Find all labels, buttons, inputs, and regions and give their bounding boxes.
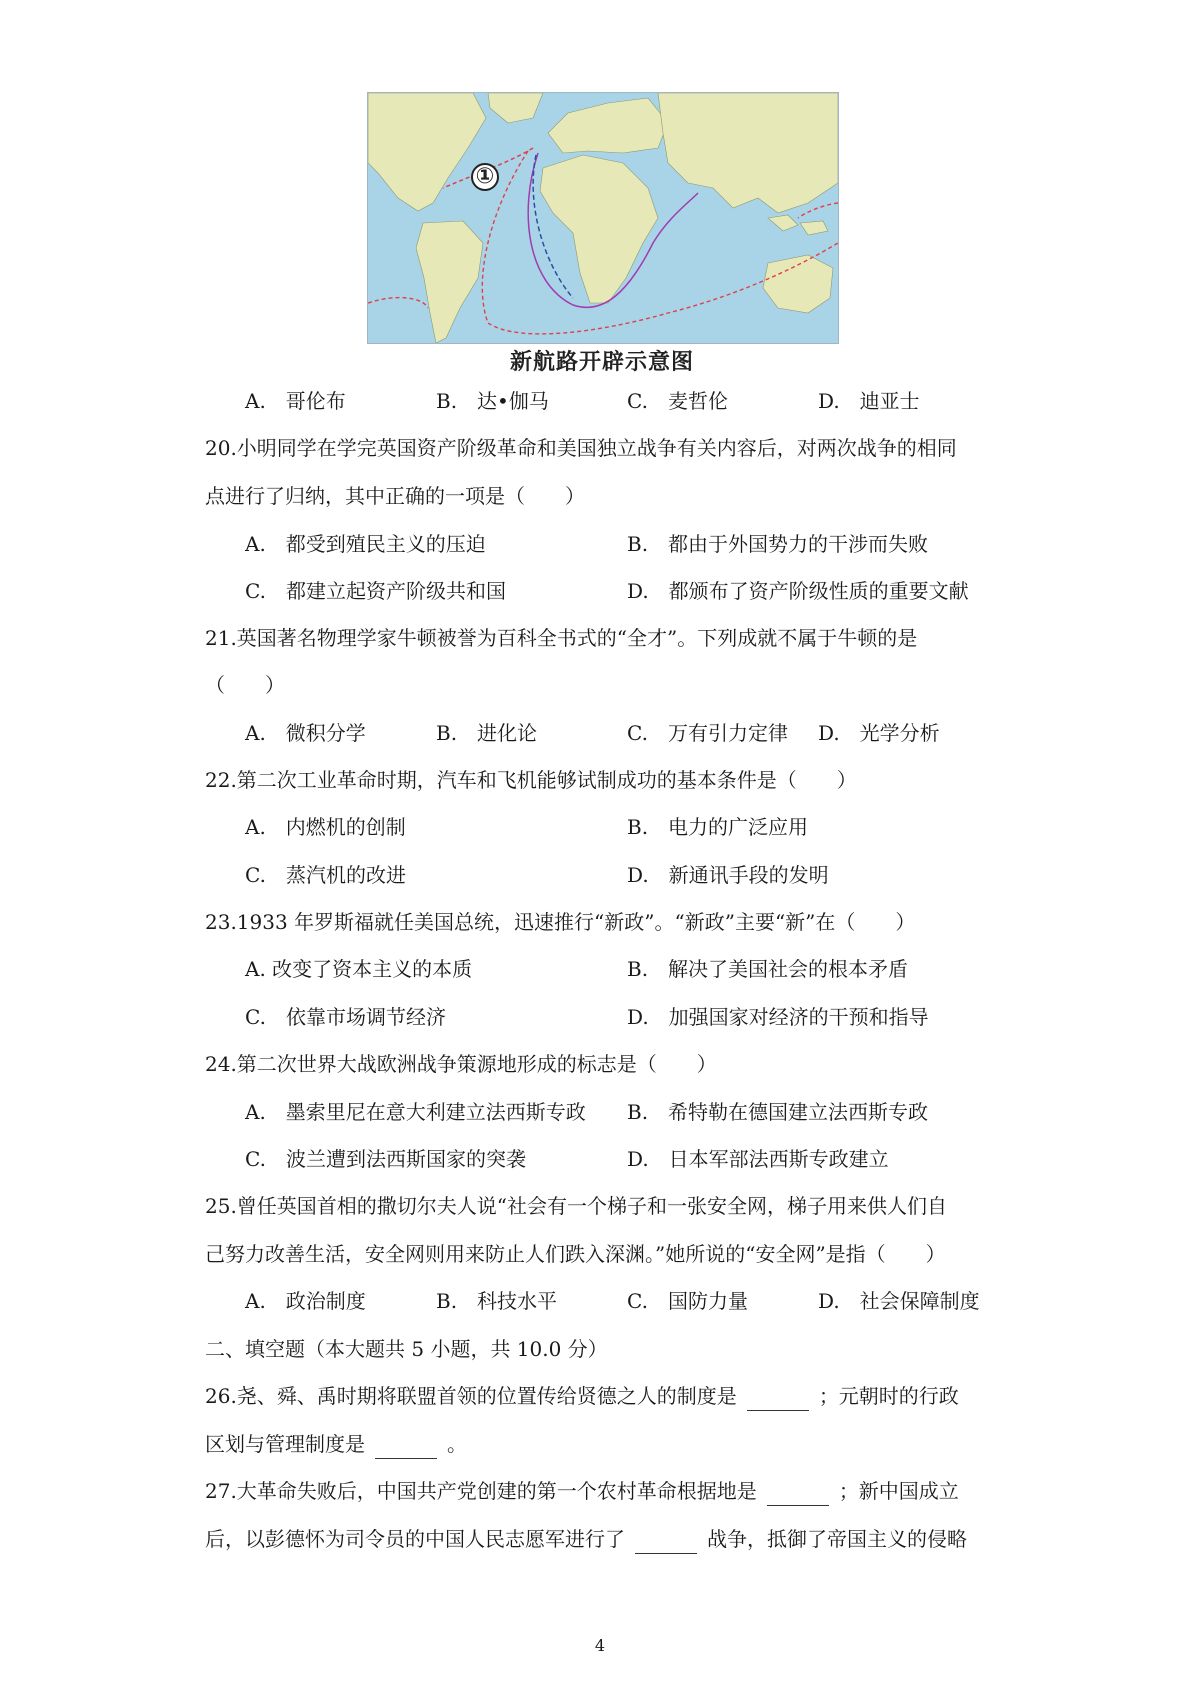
q20-option-b: B. 都由于外国势力的干涉而失败	[627, 532, 929, 556]
q22-option-a: A. 内燃机的创制	[245, 815, 406, 839]
q26-text-1: 26.尧、舜、禹时期将联盟首领的位置传给贤德之人的制度是	[205, 1384, 737, 1408]
q25-option-b: B. 科技水平	[436, 1289, 558, 1313]
q26-blank-2[interactable]	[375, 1430, 437, 1459]
q26-text-2: ；元朝时的行政	[818, 1384, 959, 1408]
q27-blank-2[interactable]	[635, 1525, 697, 1554]
section-heading-fill-in: 二、填空题（本大题共 5 小题，共 10.0 分）	[205, 1337, 608, 1361]
page-number: 4	[594, 1636, 606, 1655]
q27-text-2: ；新中国成立	[838, 1479, 959, 1503]
q20-stem-line2: 点进行了归纳，其中正确的一项是（ ）	[205, 484, 585, 508]
q20-option-a: A. 都受到殖民主义的压迫	[245, 532, 486, 556]
q26-text-3: 区划与管理制度是	[205, 1432, 365, 1456]
q25-option-d: D. 社会保障制度	[818, 1289, 980, 1313]
q23-option-c: C. 依靠市场调节经济	[245, 1005, 446, 1029]
q19-option-a: A. 哥伦布	[245, 389, 346, 413]
q21-option-d: D. 光学分析	[818, 721, 940, 745]
q19-option-c: C. 麦哲伦	[627, 389, 728, 413]
q24-option-d: D. 日本军部法西斯专政建立	[627, 1147, 889, 1171]
q24-option-a: A. 墨索里尼在意大利建立法西斯专政	[245, 1100, 586, 1124]
q20-option-d: D. 都颁布了资产阶级性质的重要文献	[627, 579, 969, 603]
q19-option-d: D. 迪亚士	[818, 389, 920, 413]
q27-text-4: 战争，抵御了帝国主义的侵略	[707, 1527, 967, 1551]
q23-stem: 23.1933 年罗斯福就任美国总统，迅速推行“新政”。“新政”主要“新”在（ ）	[205, 910, 916, 934]
q26-line1	[205, 1382, 959, 1411]
q25-option-c: C. 国防力量	[627, 1289, 748, 1313]
q26-blank-1[interactable]	[747, 1382, 809, 1411]
q26-text-4: 。	[447, 1432, 467, 1456]
q22-option-c: C. 蒸汽机的改进	[245, 863, 406, 887]
q24-stem: 24.第二次世界大战欧洲战争策源地形成的标志是（ ）	[205, 1052, 717, 1076]
q24-option-c: C. 波兰遭到法西斯国家的突袭	[245, 1147, 526, 1171]
map-marker-label: ①	[475, 164, 495, 189]
q24-option-b: B. 希特勒在德国建立法西斯专政	[627, 1100, 929, 1124]
map-caption: 新航路开辟示意图	[509, 350, 694, 375]
q26-line2	[205, 1430, 467, 1459]
q27-text-1: 27.大革命失败后，中国共产党创建的第一个农村革命根据地是	[205, 1479, 757, 1503]
q21-stem-line2: （ ）	[205, 673, 285, 697]
q25-stem-line1: 25.曾任英国首相的撒切尔夫人说“社会有一个梯子和一张安全网，梯子用来供人们自	[205, 1194, 948, 1218]
map-illustration	[368, 93, 838, 343]
q19-option-b: B. 达•伽马	[436, 389, 549, 413]
q25-option-a: A. 政治制度	[245, 1289, 366, 1313]
new-sea-routes-map	[367, 92, 839, 344]
q22-option-d: D. 新通讯手段的发明	[627, 863, 829, 887]
q27-blank-1[interactable]	[767, 1477, 829, 1506]
q22-option-b: B. 电力的广泛应用	[627, 815, 809, 839]
q25-stem-line2: 己努力改善生活，安全网则用来防止人们跌入深渊。”她所说的“安全网”是指（ ）	[205, 1242, 946, 1266]
q21-option-c: C. 万有引力定律	[627, 721, 788, 745]
q20-stem-line1: 20.小明同学在学完英国资产阶级革命和美国独立战争有关内容后，对两次战争的相同	[205, 436, 957, 460]
q23-option-b: B. 解决了美国社会的根本矛盾	[627, 957, 909, 981]
q27-text-3: 后，以彭德怀为司令员的中国人民志愿军进行了	[205, 1527, 625, 1551]
q23-option-d: D. 加强国家对经济的干预和指导	[627, 1005, 929, 1029]
q21-stem-line1: 21.英国著名物理学家牛顿被誉为百科全书式的“全才”。下列成就不属于牛顿的是	[205, 626, 918, 650]
q20-option-c: C. 都建立起资产阶级共和国	[245, 579, 506, 603]
q23-option-a: A. 改变了资本主义的本质	[245, 957, 473, 981]
q27-line2	[205, 1525, 967, 1554]
q27-line1	[205, 1477, 959, 1506]
q22-stem: 22.第二次工业革命时期，汽车和飞机能够试制成功的基本条件是（ ）	[205, 768, 857, 792]
q21-option-a: A. 微积分学	[245, 721, 366, 745]
q21-option-b: B. 进化论	[436, 721, 538, 745]
